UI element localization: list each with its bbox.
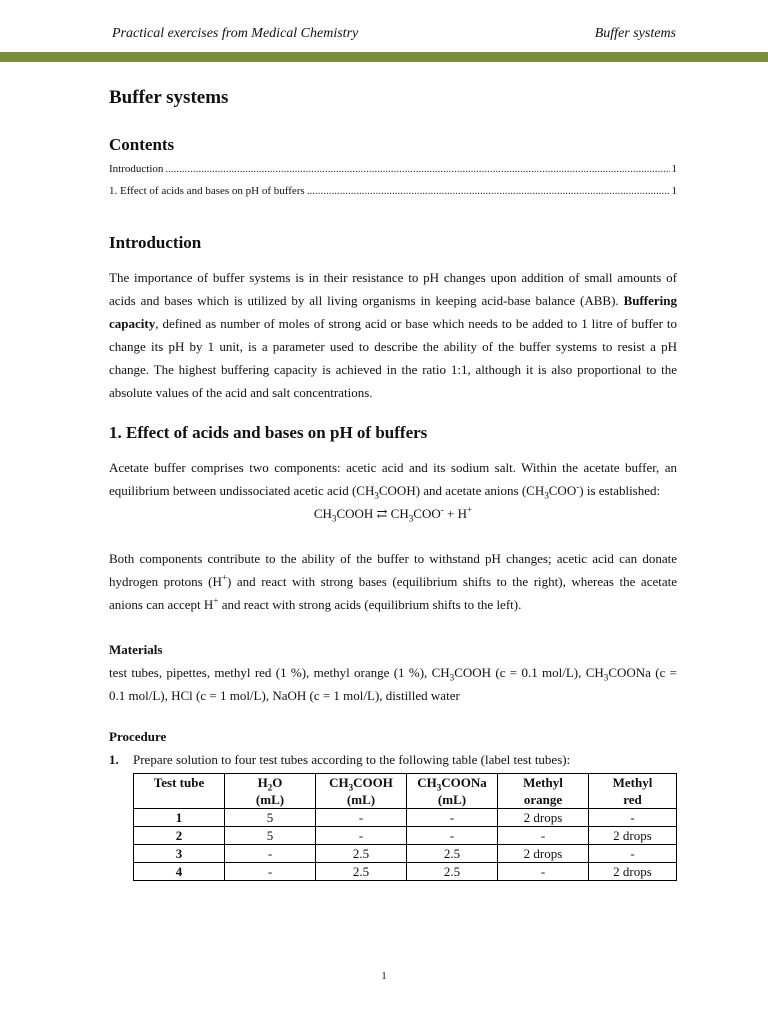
table-cell: 2 drops xyxy=(498,845,589,863)
text: Both components contribute to the ability of the buffer to withstand pH changes; acetic acid can donate hydrogen protons (H xyxy=(109,551,677,589)
table-cell: 2 drops xyxy=(589,863,677,881)
subscript: 3 xyxy=(374,490,379,501)
text: CH xyxy=(313,506,332,521)
text: COO xyxy=(548,483,577,498)
table-cell: 2.5 xyxy=(316,863,407,881)
superscript: + xyxy=(213,595,219,606)
table-cell: - xyxy=(498,863,589,881)
table-cell: - xyxy=(407,809,498,827)
table-cell: 2 drops xyxy=(589,827,677,845)
intro-text-2: , defined as number of moles of strong acid or base which needs to be added to 1 litre of buffer to change its pH by 1 unit, is a parameter used to describe the ability of the buffer systems to resist a pH change. The highest buffering capacity is achieved in the ratio 1:1, although it is also proportional to the absolute values of the acid and salt concentrations. xyxy=(109,316,677,400)
table-cell: - xyxy=(225,863,316,881)
text: COOH ⇄ CH xyxy=(336,506,409,521)
toc-title: Contents xyxy=(109,135,175,154)
text: Acetate buffer comprises two components: acetic acid and its sodium salt. Within the acetate buffer, an equilibrium between undissociated acetic acid (CH xyxy=(109,460,677,498)
header-text: red xyxy=(623,792,642,807)
header-text: Methyl xyxy=(523,775,563,790)
header-text: Test tube xyxy=(153,775,205,790)
column-header-test-tube xyxy=(134,774,225,809)
subscript: 3 xyxy=(331,513,337,524)
text: and react with strong acids (equilibrium shifts to the left). xyxy=(218,597,522,612)
header-text: H xyxy=(257,775,268,790)
acetate-buffer-paragraph xyxy=(109,456,677,502)
toc-item-label: 1. Effect of acids and bases on pH of buffers xyxy=(109,185,305,197)
intro-text-1: The importance of buffer systems is in their resistance to pH changes upon addition of small amounts of acids and bases which is utilized by all living organisms in keeping acid-base balance (ABB). xyxy=(109,270,677,308)
subscript: 3 xyxy=(408,513,414,524)
toc-item-section-1[interactable] xyxy=(109,180,677,202)
table-cell: - xyxy=(225,845,316,863)
text: ) and react with strong bases (equilibrium shifts to the right), whereas the acetate anions can accept H xyxy=(109,574,677,612)
step-number: 1. xyxy=(109,752,119,767)
procedure-step-1 xyxy=(109,748,677,771)
text: COOH) and acetate anions (CH xyxy=(378,483,545,498)
table-row xyxy=(134,863,677,881)
section-1-heading: 1. Effect of acids and bases on pH of buffers xyxy=(109,423,428,442)
header-text: COOH xyxy=(353,775,393,790)
introduction-heading: Introduction xyxy=(109,233,202,252)
table-cell: - xyxy=(589,809,677,827)
toc-leader-dots xyxy=(165,158,669,180)
table-cell: 2.5 xyxy=(407,845,498,863)
page-number: 1 xyxy=(381,970,387,982)
table-cell: 2 drops xyxy=(498,809,589,827)
superscript: + xyxy=(221,572,228,583)
equilibrium-equation xyxy=(109,502,677,525)
table-cell: 2.5 xyxy=(316,845,407,863)
introduction-paragraph xyxy=(109,266,677,404)
header-rule xyxy=(0,52,768,62)
page-header xyxy=(112,26,676,46)
subscript: 2 xyxy=(267,782,273,793)
components-paragraph xyxy=(109,547,677,616)
header-text: Methyl xyxy=(612,775,653,790)
toc-item-label: Introduction xyxy=(109,163,164,175)
header-text: CH xyxy=(329,775,349,790)
table-cell: 3 xyxy=(134,845,225,863)
subscript: 3 xyxy=(449,672,455,683)
table-cell: - xyxy=(589,845,677,863)
header-course-title: Practical exercises from Medical Chemistry xyxy=(112,26,359,41)
step-text: Prepare solution to four test tubes according to the following table (label test tubes): xyxy=(133,752,571,767)
table-cell: 2.5 xyxy=(407,863,498,881)
toc-leader-dots xyxy=(307,180,670,202)
subscript: 3 xyxy=(436,782,442,793)
header-chapter-title: Buffer systems xyxy=(594,26,676,41)
subscript: 3 xyxy=(544,490,549,501)
column-header-methyl-red xyxy=(589,774,677,809)
toc-item-page: 1 xyxy=(671,185,677,197)
table-cell: 4 xyxy=(134,863,225,881)
table-cell: - xyxy=(498,827,589,845)
table-cell: 5 xyxy=(225,809,316,827)
column-header-acetic-acid xyxy=(316,774,407,809)
toc-item-introduction[interactable] xyxy=(109,158,677,180)
table-cell: 5 xyxy=(225,827,316,845)
buffering-capacity-term: Buffering capacity xyxy=(109,293,678,331)
table-cell: 2 xyxy=(134,827,225,845)
toc-item-page: 1 xyxy=(671,163,677,175)
table-row xyxy=(134,827,677,845)
column-header-water xyxy=(225,774,316,809)
column-header-sodium-acetate xyxy=(407,774,498,809)
text: + H xyxy=(443,506,468,521)
document-body xyxy=(109,84,677,881)
document-title: Buffer systems xyxy=(109,87,229,108)
subscript: 3 xyxy=(603,672,609,683)
header-text: O xyxy=(272,775,283,790)
superscript: - xyxy=(576,481,580,492)
table-row xyxy=(134,809,677,827)
text: ) is established: xyxy=(579,483,661,498)
text: COOH (c = 0.1 mol/L), CH xyxy=(454,665,604,680)
header-unit: (mL) xyxy=(346,792,376,807)
subscript: 3 xyxy=(348,782,354,793)
procedure-heading: Procedure xyxy=(109,729,167,744)
materials-heading: Materials xyxy=(109,642,163,657)
superscript: + xyxy=(467,504,473,515)
test-tube-table xyxy=(133,773,677,881)
text: COONa (c = 0.1 mol/L), HCl (c = 1 mol/L), NaOH (c = 1 mol/L), distilled water xyxy=(109,665,677,703)
table-cell: - xyxy=(316,809,407,827)
materials-list xyxy=(109,661,677,707)
header-text: COONa xyxy=(441,775,487,790)
header-unit: (mL) xyxy=(255,792,285,807)
column-header-methyl-orange xyxy=(498,774,589,809)
text: COO xyxy=(413,506,441,521)
table-cell: - xyxy=(316,827,407,845)
table-cell: - xyxy=(407,827,498,845)
superscript: - xyxy=(440,504,444,515)
header-text: CH xyxy=(417,775,437,790)
text: test tubes, pipettes, methyl red (1 %), methyl orange (1 %), CH xyxy=(109,665,450,680)
table-cell: 1 xyxy=(134,809,225,827)
header-text: orange xyxy=(523,792,563,807)
table-header-row xyxy=(134,774,677,809)
table-row xyxy=(134,845,677,863)
header-unit: (mL) xyxy=(437,792,467,807)
